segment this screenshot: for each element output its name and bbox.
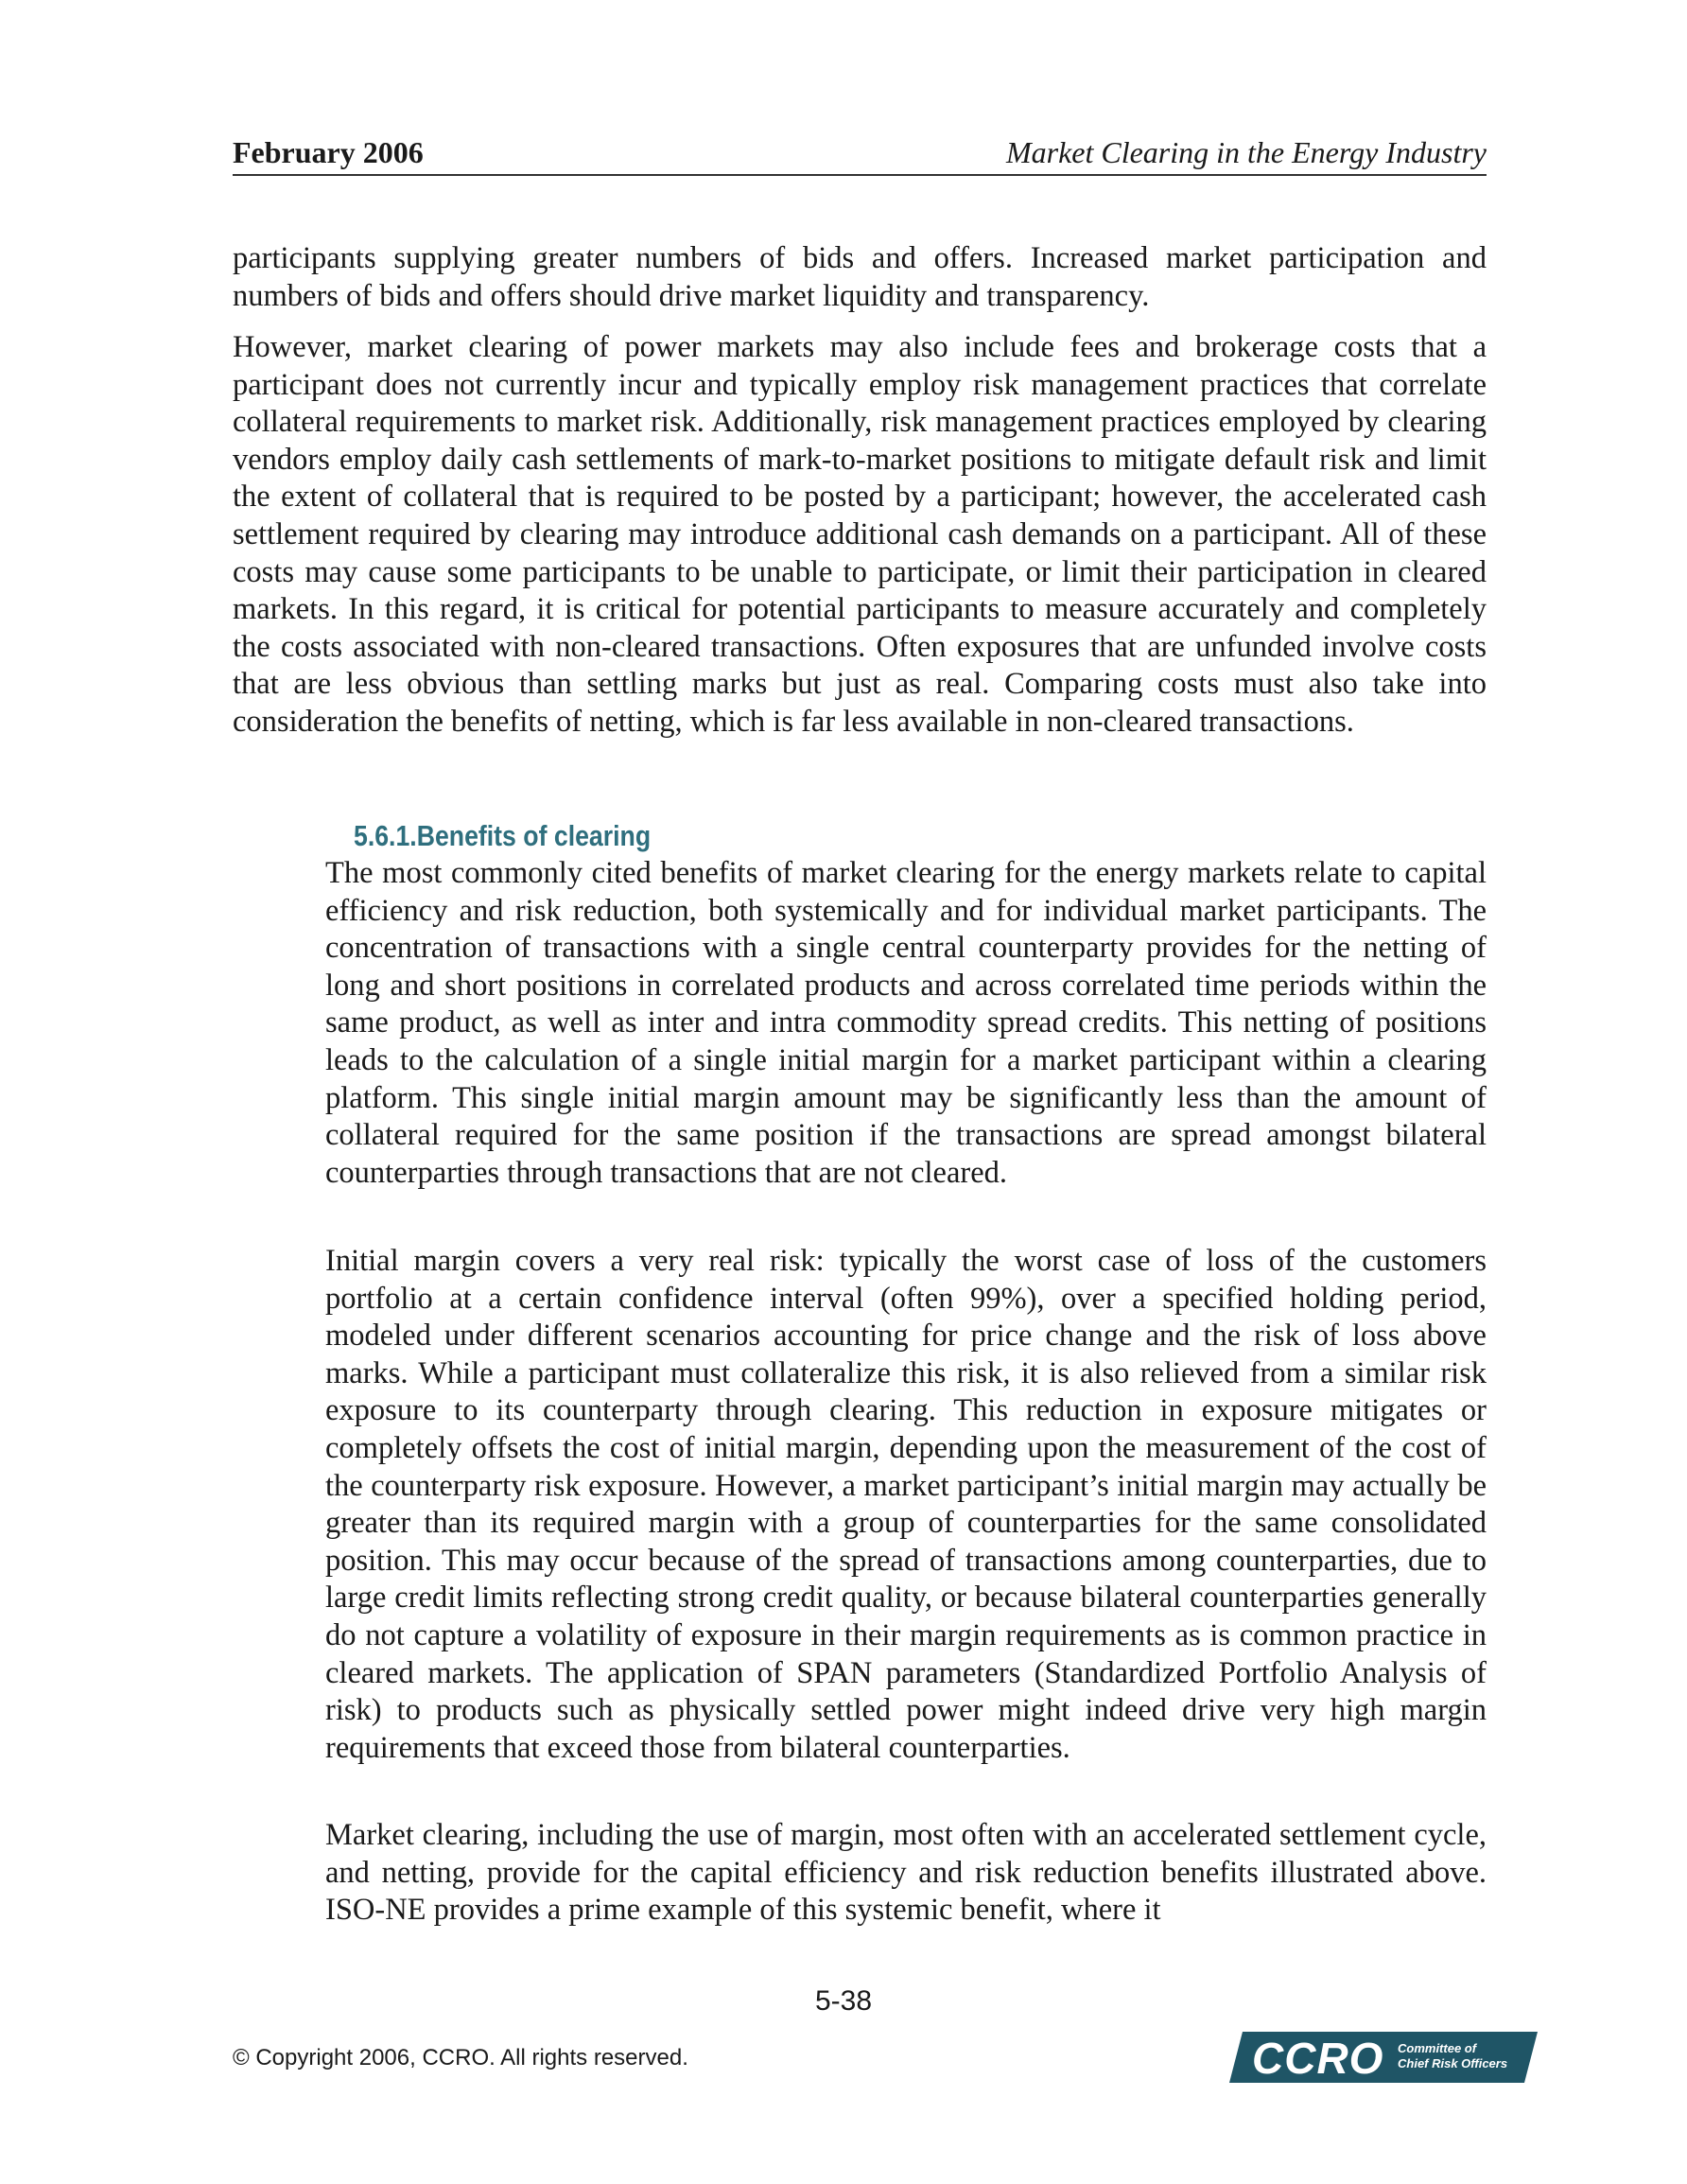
paragraph-initial-margin: Initial margin covers a very real risk: typically the worst case of loss of the customers portfolio at a certain confidence interval (often 99%), over a specified holding period, modeled under different scenarios accounting for price change and the risk of loss above marks. While a participant must collateralize this risk, it is also relieved from a similar risk exposure to its counterparty through clearing. This reduction in exposure mitigates or completely offsets the cost of initial margin, depending upon the measurement of the cost of the counterparty risk exposure. However, a market participant’s initial margin may actually be greater than its required margin with a group of counterparties for the same consolidated position. This may occur because of the spread of transactions among counterparties, due to large credit limits reflecting strong credit quality, or because bilateral counterparties generally do not capture a volatility of exposure in their margin requirements as is common practice in cleared markets. The application of SPAN parameters (Standardized Portfolio Analysis of risk) to products such as physically settled power might indeed drive very high margin requirements that exceed those from bilateral counterparties. [325,1244,1487,1765]
paragraph-benefits-overview: The most commonly cited benefits of market clearing for the energy markets relate to capital efficiency and risk reduction, both systemically and for individual market participants. The concentration of transactions with a single central counterparty provides for the netting of long and short positions in correlated products and across correlated time periods within the same product, as well as inter and intra commodity spread credits. This netting of positions leads to the calculation of a single initial margin for a market participant within a clearing platform. This single initial margin amount may be significantly less than the amount of collateral required for the same position if the transactions are spread amongst bilateral counterparties through transactions that are not cleared. [325,856,1487,1190]
header-date: February 2006 [233,135,424,169]
copyright-notice: © Copyright 2006, CCRO. All rights reserved. [233,2045,688,2070]
paragraph-market-clearing-summary: Market clearing, including the use of margin, most often with an accelerated settlement cycle, and netting, provide for the capital efficiency and risk reduction benefits illustrated above. ISO-NE provides a prime example of this systemic benefit, where it [325,1818,1487,1928]
page-header [233,131,1487,176]
section-heading-benefits-of-clearing: 5.6.1.Benefits of clearing [354,819,652,852]
header-document-title: Market Clearing in the Energy Industry [1005,135,1487,169]
paragraph-intro-continuation: participants supplying greater numbers of bids and offers. Increased market participation and numbers of bids and offers should drive market liquidity and transparency. [233,241,1487,313]
page-number: 5-38 [814,1985,873,2017]
ccro-logo [1229,2032,1538,2083]
logo-tagline-line2: Chief Risk Officers [1398,2056,1508,2070]
logo-tagline-line1: Committee of [1398,2041,1477,2055]
logo-wordmark: CCRO [1252,2034,1384,2083]
paragraph-clearing-costs: However, market clearing of power markets may also include fees and brokerage costs that a participant does not currently incur and typically employ risk management practices that correlate collateral requirements to market risk. Additionally, risk management practices employed by clearing vendors employ daily cash settlements of mark-to-market positions to mitigate default risk and limit the extent of collateral that is required to be posted by a participant; however, the accelerated cash settlement required by clearing may introduce additional cash demands on a participant. All of these costs may cause some participants to be unable to participate, or limit their participation in cleared markets. In this regard, it is critical for potential participants to measure accurately and completely the costs associated with non-cleared transactions. Often exposures that are unfunded involve costs that are less obvious than settling marks but just as real. Comparing costs must also take into consideration the benefits of netting, which is far less available in non-cleared transactions. [233,330,1487,739]
